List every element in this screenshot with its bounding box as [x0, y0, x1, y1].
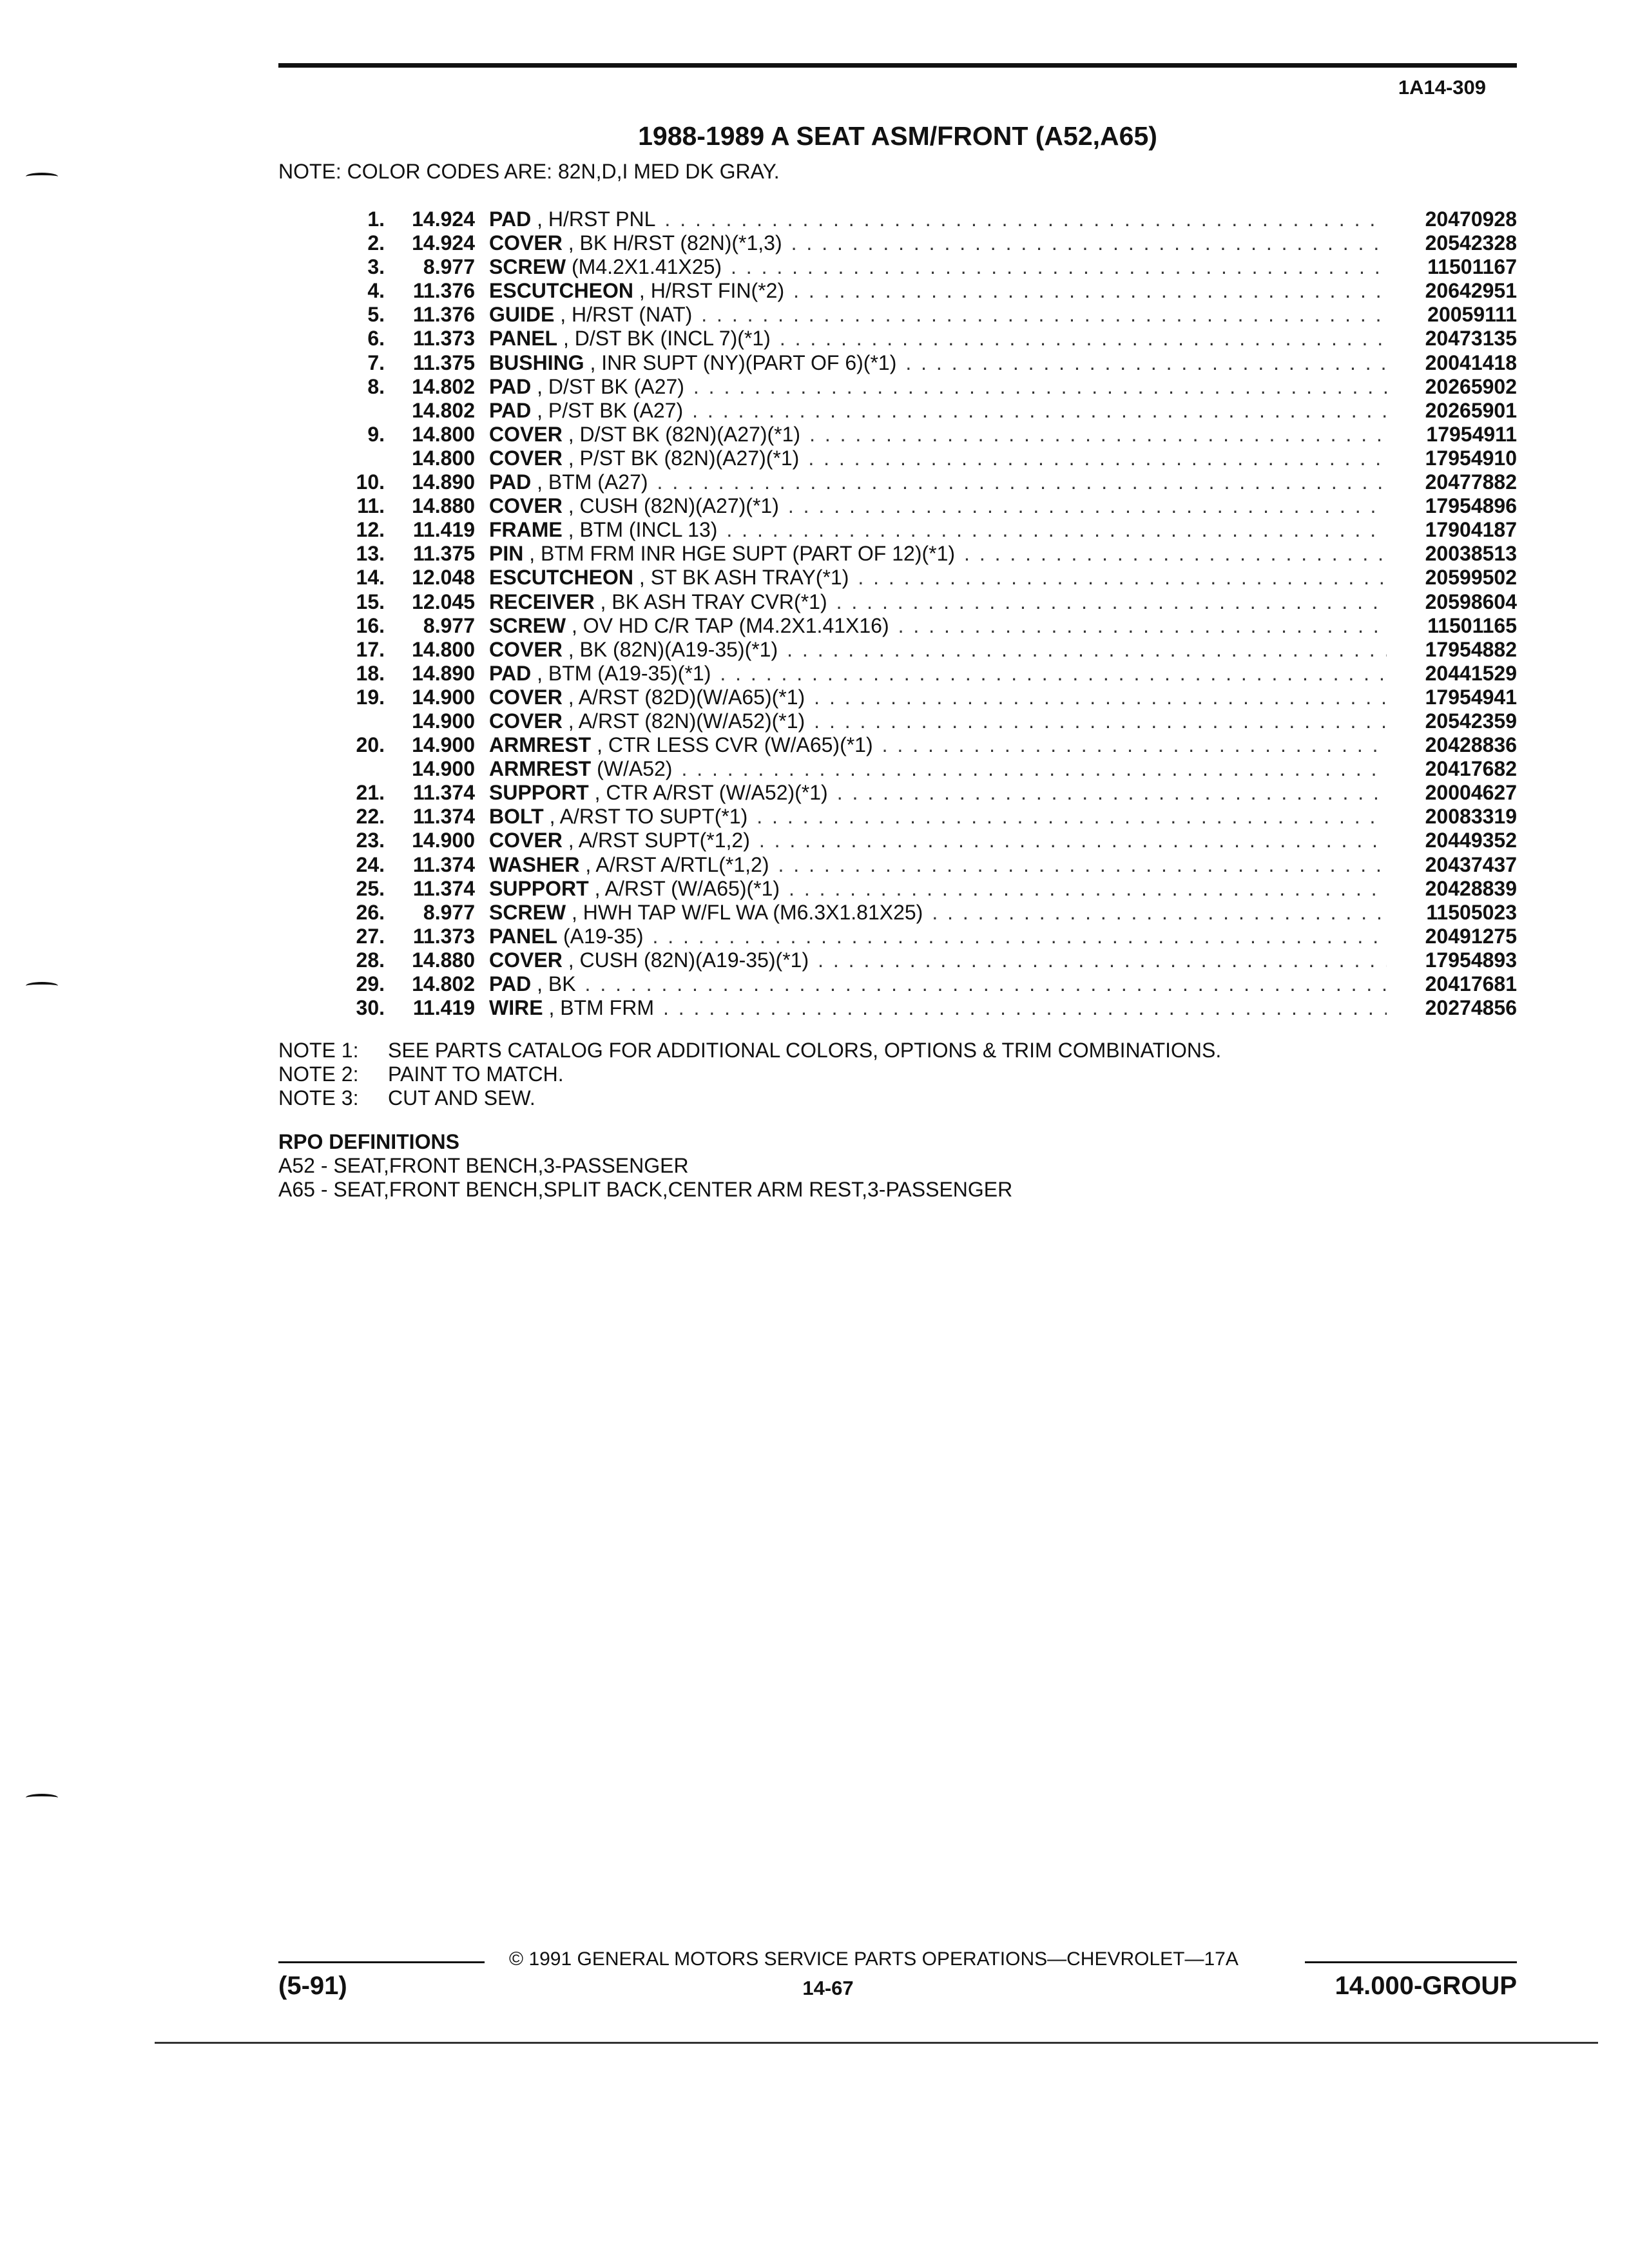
part-detail: (M4.2X1.41X25) — [572, 255, 722, 279]
part-description — [489, 614, 1396, 638]
parts-list — [278, 207, 1517, 1020]
parts-row — [278, 781, 1517, 805]
part-name: RECEIVER — [489, 590, 595, 613]
part-detail: , BTM (A19-35)(*1) — [537, 661, 711, 685]
part-detail: , H/RST (NAT) — [560, 303, 693, 327]
part-description — [489, 351, 1396, 375]
part-detail: , A/RST SUPT(*1,2) — [568, 829, 750, 852]
part-description — [489, 877, 1396, 901]
part-number: 11501167 — [1427, 255, 1517, 279]
item-number: 1. — [367, 207, 385, 231]
item-number: 16. — [356, 613, 385, 637]
part-description — [489, 733, 1396, 757]
leader-dots — [780, 327, 1387, 351]
parts-row — [278, 207, 1517, 231]
parts-row — [278, 542, 1517, 566]
leader-dots — [808, 447, 1387, 470]
part-detail: , A/RST (W/A65)(*1) — [594, 876, 780, 900]
part-description — [489, 327, 1396, 351]
part-name: ARMREST — [489, 757, 592, 781]
part-detail: , BTM FRM INR HGE SUPT (PART OF 12)(*1) — [529, 542, 956, 566]
part-number: 17954882 — [1425, 637, 1517, 661]
item-number: 8. — [367, 374, 385, 398]
parts-row — [278, 518, 1517, 542]
color-code-note: NOTE: COLOR CODES ARE: 82N,D,I MED DK GRAY. — [278, 160, 780, 183]
part-number: 20038513 — [1425, 542, 1517, 566]
parts-row — [278, 996, 1517, 1020]
part-number: 20599502 — [1425, 566, 1517, 590]
item-number: 10. — [356, 470, 385, 494]
part-name: COVER — [489, 422, 563, 446]
group-number: 14.802 — [412, 374, 475, 398]
note-text: PAINT TO MATCH. — [388, 1062, 564, 1086]
item-number: 22. — [356, 805, 385, 829]
group-number: 14.924 — [412, 207, 475, 231]
part-name: BOLT — [489, 805, 544, 829]
group-number: 11.374 — [412, 876, 475, 900]
item-number: 3. — [367, 255, 385, 279]
part-name: COVER — [489, 829, 563, 852]
part-description — [489, 518, 1396, 542]
group-number: 11.375 — [412, 351, 475, 374]
group-number: 8.977 — [423, 255, 475, 279]
item-number: 20. — [356, 733, 385, 757]
part-description — [489, 829, 1396, 852]
part-detail: , OV HD C/R TAP (M4.2X1.41X16) — [572, 613, 889, 637]
parts-row — [278, 877, 1517, 901]
group-number: 11.376 — [412, 279, 475, 303]
part-name: PANEL — [489, 327, 558, 351]
part-detail: , INR SUPT (NY)(PART OF 6)(*1) — [590, 351, 897, 374]
leader-dots — [731, 255, 1387, 279]
group-number: 11.419 — [412, 996, 475, 1020]
part-detail: , BTM (A27) — [537, 470, 648, 494]
item-number: 5. — [367, 303, 385, 327]
leader-dots — [837, 781, 1387, 805]
group-number: 12.048 — [412, 566, 475, 590]
part-name: ESCUTCHEON — [489, 279, 634, 303]
part-number: 11505023 — [1426, 900, 1517, 924]
part-detail: , CTR LESS CVR (W/A65)(*1) — [597, 733, 873, 757]
part-number: 17954911 — [1426, 422, 1517, 446]
page-number: 14-67 — [802, 1977, 854, 1999]
item-number: 6. — [367, 327, 385, 351]
header-rule — [278, 63, 1517, 68]
part-detail: , A/RST A/RTL(*1,2) — [585, 852, 769, 876]
parts-row — [278, 231, 1517, 255]
leader-dots — [657, 470, 1387, 494]
part-description — [489, 399, 1396, 423]
part-description — [489, 590, 1396, 614]
part-description — [489, 709, 1396, 733]
parts-row — [278, 757, 1517, 781]
parts-row — [278, 709, 1517, 733]
group-number: 14.802 — [412, 972, 475, 995]
item-number: 27. — [356, 924, 385, 948]
part-description — [489, 996, 1396, 1020]
part-number: 20449352 — [1425, 829, 1517, 852]
part-description — [489, 901, 1396, 925]
leader-dots — [726, 518, 1387, 542]
part-number: 20598604 — [1425, 590, 1517, 613]
part-number: 20477882 — [1425, 470, 1517, 494]
part-description — [489, 948, 1396, 972]
part-detail: , HWH TAP W/FL WA (M6.3X1.81X25) — [572, 900, 923, 924]
group-number: 14.924 — [412, 231, 475, 255]
part-number: 20041418 — [1425, 351, 1517, 374]
leader-dots — [701, 303, 1387, 327]
part-description — [489, 207, 1396, 231]
margin-mark — [26, 173, 58, 180]
part-number: 20542328 — [1425, 231, 1517, 255]
part-description — [489, 853, 1396, 877]
part-description — [489, 255, 1396, 279]
leader-dots — [791, 231, 1387, 255]
part-number: 17954896 — [1425, 494, 1517, 518]
rpo-definitions — [278, 1130, 1012, 1202]
part-number: 20428839 — [1425, 876, 1517, 900]
leader-dots — [858, 566, 1387, 590]
group-number: 14.800 — [412, 422, 475, 446]
part-description — [489, 757, 1396, 781]
part-name: COVER — [489, 948, 563, 972]
part-detail: , CUSH (82N)(A27)(*1) — [568, 494, 779, 518]
group-label: 14.000-GROUP — [1335, 1972, 1517, 2000]
part-detail: , BTM FRM — [548, 996, 654, 1020]
parts-row — [278, 375, 1517, 399]
part-name: ARMREST — [489, 733, 592, 757]
leader-dots — [789, 877, 1387, 901]
parts-row — [278, 853, 1517, 877]
part-description — [489, 447, 1396, 470]
part-description — [489, 470, 1396, 494]
group-number: 14.900 — [412, 733, 475, 757]
part-name: SUPPORT — [489, 876, 589, 900]
page-bottom-edge — [155, 2042, 1598, 2044]
item-number: 15. — [356, 590, 385, 613]
parts-row — [278, 494, 1517, 518]
part-detail: , H/RST PNL — [537, 207, 656, 231]
note-line — [278, 1086, 1221, 1110]
part-name: COVER — [489, 446, 563, 470]
item-number: 9. — [367, 422, 385, 446]
page-title: 1988-1989 A SEAT ASM/FRONT (A52,A65) — [638, 121, 1157, 151]
item-number: 12. — [356, 518, 385, 542]
group-number: 11.419 — [412, 518, 475, 542]
leader-dots — [787, 638, 1387, 662]
part-description — [489, 423, 1396, 447]
leader-dots — [898, 614, 1387, 638]
item-number: 25. — [356, 876, 385, 900]
part-number: 20417681 — [1425, 972, 1517, 995]
margin-mark — [26, 982, 58, 990]
group-number: 14.900 — [412, 709, 475, 733]
parts-row — [278, 662, 1517, 686]
part-name: GUIDE — [489, 303, 555, 327]
part-description — [489, 925, 1396, 948]
part-detail: (W/A52) — [597, 757, 673, 781]
part-detail: , H/RST FIN(*2) — [639, 279, 785, 303]
parts-row — [278, 614, 1517, 638]
leader-dots — [818, 948, 1387, 972]
part-number: 11501165 — [1427, 613, 1517, 637]
item-number: 13. — [356, 542, 385, 566]
part-detail: , A/RST (82N)(W/A52)(*1) — [568, 709, 805, 733]
part-name: PIN — [489, 542, 524, 566]
item-number: 4. — [367, 279, 385, 303]
leader-dots — [664, 207, 1387, 231]
parts-row — [278, 303, 1517, 327]
part-number: 20542359 — [1425, 709, 1517, 733]
leader-dots — [720, 662, 1387, 686]
leader-dots — [692, 399, 1387, 423]
part-name: SCREW — [489, 255, 566, 279]
part-detail: , CUSH (82N)(A19-35)(*1) — [568, 948, 809, 972]
part-description — [489, 542, 1396, 566]
part-number: 20470928 — [1425, 207, 1517, 231]
leader-dots — [788, 494, 1387, 518]
leader-dots — [905, 351, 1387, 375]
part-number: 20417682 — [1425, 757, 1517, 781]
item-number: 19. — [356, 685, 385, 709]
parts-row — [278, 423, 1517, 447]
part-name: WIRE — [489, 996, 543, 1020]
item-number: 29. — [356, 972, 385, 995]
part-detail: , D/ST BK (82N)(A27)(*1) — [568, 422, 801, 446]
item-number: 17. — [356, 637, 385, 661]
leader-dots — [932, 901, 1387, 925]
part-description — [489, 781, 1396, 805]
note-text: CUT AND SEW. — [388, 1086, 535, 1110]
part-name: COVER — [489, 709, 563, 733]
group-number: 14.900 — [412, 685, 475, 709]
part-detail: , P/ST BK (82N)(A27)(*1) — [568, 446, 800, 470]
group-number: 11.373 — [412, 327, 475, 351]
part-detail: , ST BK ASH TRAY(*1) — [639, 566, 849, 590]
leader-dots — [814, 709, 1387, 733]
item-number: 7. — [367, 351, 385, 374]
part-name: PAD — [489, 661, 532, 685]
part-detail: , D/ST BK (A27) — [537, 374, 684, 398]
part-detail: , BTM (INCL 13) — [568, 518, 718, 542]
parts-row — [278, 925, 1517, 948]
parts-row — [278, 805, 1517, 829]
parts-row — [278, 901, 1517, 925]
part-detail: , CTR A/RST (W/A52)(*1) — [594, 781, 828, 805]
leader-dots — [652, 925, 1387, 948]
item-number: 26. — [356, 900, 385, 924]
group-number: 11.374 — [412, 852, 475, 876]
leader-dots — [814, 686, 1387, 709]
part-detail: , BK ASH TRAY CVR(*1) — [600, 590, 827, 613]
leader-dots — [759, 829, 1387, 852]
rpo-item: A65 - SEAT,FRONT BENCH,SPLIT BACK,CENTER ARM REST,3-PASSENGER — [278, 1178, 1013, 1201]
part-detail: , BK — [537, 972, 576, 995]
leader-dots — [663, 996, 1387, 1020]
item-number: 24. — [356, 852, 385, 876]
part-number: 17904187 — [1425, 518, 1517, 542]
part-number: 20265901 — [1425, 398, 1517, 422]
part-number: 17954893 — [1425, 948, 1517, 972]
leader-dots — [585, 972, 1387, 996]
parts-row — [278, 972, 1517, 996]
group-number: 8.977 — [423, 900, 475, 924]
part-name: SUPPORT — [489, 781, 589, 805]
part-detail: , D/ST BK (INCL 7)(*1) — [563, 327, 771, 351]
part-description — [489, 686, 1396, 709]
part-description — [489, 566, 1396, 590]
part-description — [489, 494, 1396, 518]
group-number: 11.375 — [412, 542, 475, 566]
rpo-heading: RPO DEFINITIONS — [278, 1130, 459, 1153]
parts-row — [278, 399, 1517, 423]
group-number: 12.045 — [412, 590, 475, 613]
leader-dots — [693, 375, 1387, 399]
group-number: 14.800 — [412, 446, 475, 470]
rpo-item: A52 - SEAT,FRONT BENCH,3-PASSENGER — [278, 1154, 689, 1177]
part-number: 20491275 — [1425, 924, 1517, 948]
leader-dots — [681, 757, 1387, 781]
group-number: 14.800 — [412, 637, 475, 661]
part-detail: , A/RST TO SUPT(*1) — [549, 805, 748, 829]
footer-rule-left — [278, 1961, 485, 1963]
part-detail: , P/ST BK (A27) — [537, 398, 684, 422]
notes-section — [278, 1039, 1221, 1110]
group-number: 11.376 — [412, 303, 475, 327]
parts-row — [278, 447, 1517, 470]
part-number: 20428836 — [1425, 733, 1517, 757]
note-label: NOTE 2: — [278, 1062, 359, 1086]
group-number: 11.374 — [412, 781, 475, 805]
part-description — [489, 231, 1396, 255]
part-name: BUSHING — [489, 351, 584, 374]
leader-dots — [964, 542, 1387, 566]
parts-row — [278, 638, 1517, 662]
item-number: 14. — [356, 566, 385, 590]
parts-row — [278, 327, 1517, 351]
group-number: 14.900 — [412, 757, 475, 781]
part-name: PAD — [489, 972, 532, 995]
part-name: COVER — [489, 685, 563, 709]
group-number: 14.802 — [412, 398, 475, 422]
part-description — [489, 375, 1396, 399]
part-description — [489, 972, 1396, 996]
part-detail: (A19-35) — [563, 924, 644, 948]
item-number: 30. — [356, 996, 385, 1020]
group-number: 14.890 — [412, 661, 475, 685]
part-name: SCREW — [489, 613, 566, 637]
parts-row — [278, 255, 1517, 279]
page-code: 1A14-309 — [1398, 76, 1486, 99]
part-number: 20642951 — [1425, 279, 1517, 303]
parts-row — [278, 733, 1517, 757]
leader-dots — [778, 853, 1387, 877]
part-description — [489, 279, 1396, 303]
part-description — [489, 638, 1396, 662]
group-number: 14.880 — [412, 948, 475, 972]
parts-row — [278, 948, 1517, 972]
leader-dots — [793, 279, 1387, 303]
part-name: FRAME — [489, 518, 563, 542]
parts-row — [278, 686, 1517, 709]
part-detail: , BK (82N)(A19-35)(*1) — [568, 637, 778, 661]
part-name: ESCUTCHEON — [489, 566, 634, 590]
item-number: 21. — [356, 781, 385, 805]
part-name: COVER — [489, 494, 563, 518]
leader-dots — [836, 590, 1387, 614]
part-number: 17954941 — [1425, 685, 1517, 709]
part-number: 20473135 — [1425, 327, 1517, 351]
part-number: 20059111 — [1427, 303, 1517, 327]
note-line — [278, 1062, 1221, 1086]
part-name: PAD — [489, 374, 532, 398]
parts-row — [278, 590, 1517, 614]
leader-dots — [882, 733, 1387, 757]
part-number: 17954910 — [1425, 446, 1517, 470]
part-name: PAD — [489, 207, 532, 231]
group-number: 8.977 — [423, 613, 475, 637]
revision-date: (5-91) — [278, 1972, 347, 2000]
footer-rule-right — [1305, 1961, 1517, 1963]
parts-row — [278, 566, 1517, 590]
part-name: COVER — [489, 637, 563, 661]
leader-dots — [757, 805, 1387, 829]
note-line — [278, 1039, 1221, 1062]
part-name: COVER — [489, 231, 563, 255]
item-number: 23. — [356, 829, 385, 852]
item-number: 18. — [356, 661, 385, 685]
part-detail: , A/RST (82D)(W/A65)(*1) — [568, 685, 805, 709]
group-number: 11.374 — [412, 805, 475, 829]
group-number: 11.373 — [412, 924, 475, 948]
item-number: 11. — [357, 494, 385, 518]
part-name: PAD — [489, 398, 532, 422]
note-text: SEE PARTS CATALOG FOR ADDITIONAL COLORS, OPTIONS & TRIM COMBINATIONS. — [388, 1039, 1222, 1062]
parts-row — [278, 829, 1517, 852]
part-number: 20004627 — [1425, 781, 1517, 805]
group-number: 14.890 — [412, 470, 475, 494]
item-number: 2. — [367, 231, 385, 255]
note-label: NOTE 1: — [278, 1039, 359, 1062]
part-name: PAD — [489, 470, 532, 494]
group-number: 14.900 — [412, 829, 475, 852]
part-number: 20083319 — [1425, 805, 1517, 829]
part-detail: , BK H/RST (82N)(*1,3) — [568, 231, 782, 255]
part-description — [489, 662, 1396, 686]
part-name: PANEL — [489, 924, 558, 948]
part-number: 20437437 — [1425, 852, 1517, 876]
margin-mark — [26, 1794, 58, 1802]
group-number: 14.880 — [412, 494, 475, 518]
part-number: 20274856 — [1425, 996, 1517, 1020]
part-description — [489, 805, 1396, 829]
part-name: SCREW — [489, 900, 566, 924]
parts-row — [278, 470, 1517, 494]
part-number: 20441529 — [1425, 661, 1517, 685]
leader-dots — [809, 423, 1387, 447]
part-description — [489, 303, 1396, 327]
parts-row — [278, 351, 1517, 375]
item-number: 28. — [356, 948, 385, 972]
part-number: 20265902 — [1425, 374, 1517, 398]
copyright-text: © 1991 GENERAL MOTORS SERVICE PARTS OPERATIONS—CHEVROLET—17A — [509, 1948, 1239, 1970]
part-name: WASHER — [489, 852, 580, 876]
parts-row — [278, 279, 1517, 303]
note-label: NOTE 3: — [278, 1086, 359, 1110]
